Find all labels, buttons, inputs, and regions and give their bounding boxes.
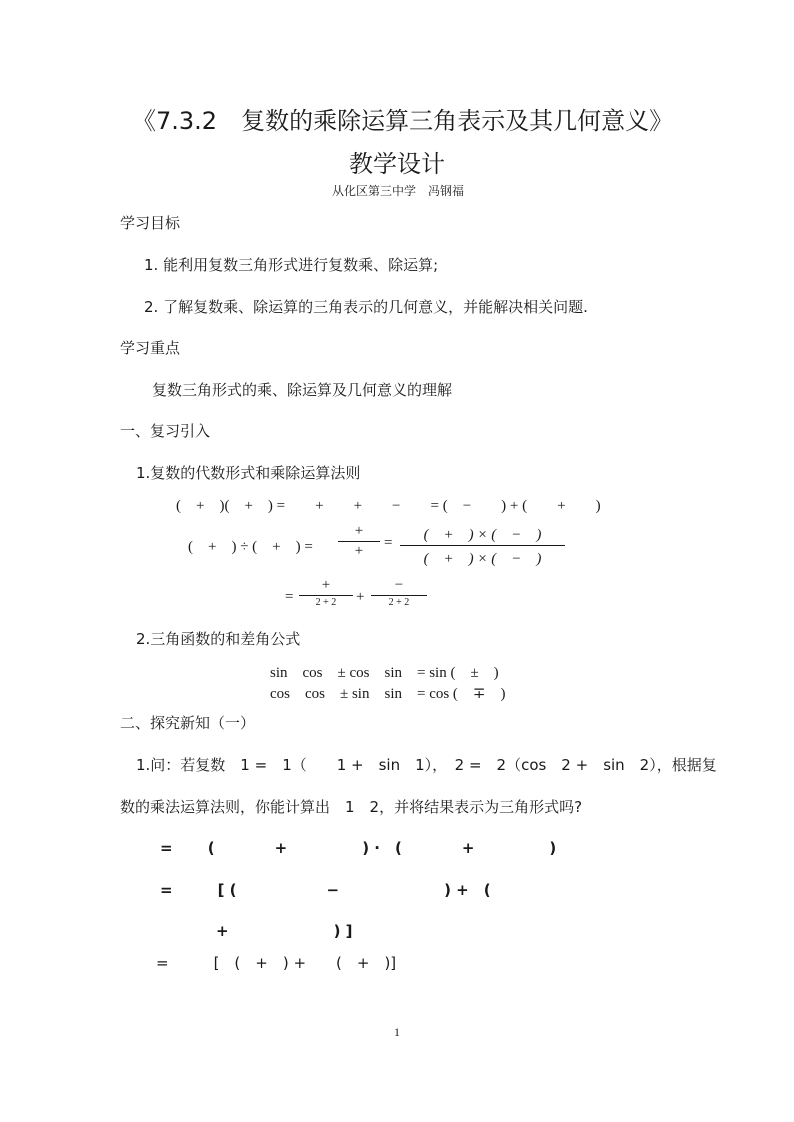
working-line-4: = [ ( + ) + ( + )]	[156, 954, 397, 972]
fraction-bar	[371, 595, 427, 596]
trig-formula-sin: sin cos ± cos sin = sin ( ± )	[270, 665, 499, 681]
section-heading-explore: 二、探究新知（一）	[120, 714, 256, 732]
fraction-denominator: 2 + 2	[388, 597, 410, 608]
page-number: 1	[394, 1025, 400, 1039]
fraction-numerator: +	[321, 577, 331, 593]
subheading-algebraic-rules: 1.复数的代数形式和乘除运算法则	[136, 464, 361, 482]
fraction-division-1	[338, 523, 380, 560]
fraction-real-part	[299, 577, 353, 608]
document-title: 《7.3.2 复数的乘除运算三角表示及其几何意义》	[132, 107, 674, 135]
plus-sign: +	[356, 589, 365, 605]
fraction-denominator: +	[354, 543, 364, 559]
goal-item-1: 1. 能利用复数三角形式进行复数乘、除运算;	[144, 256, 439, 274]
section-heading-focus: 学习重点	[120, 339, 181, 357]
document-subtitle: 教学设计	[349, 150, 445, 178]
working-line-1: = ( + ) · ( + )	[160, 839, 557, 857]
section-heading-review: 一、复习引入	[120, 422, 211, 440]
fraction-denominator: ( + ) × ( − )	[423, 551, 542, 567]
fraction-bar	[299, 595, 353, 596]
section-heading-goals: 学习目标	[120, 214, 181, 232]
focus-text: 复数三角形式的乘、除运算及几何意义的理解	[152, 381, 453, 399]
fraction-imaginary-part	[371, 577, 427, 608]
equation-multiplication: ( + )( + ) = + + − = ( − ) + ( + )	[176, 498, 601, 514]
fraction-bar	[400, 545, 565, 546]
fraction-division-2	[400, 523, 565, 568]
equals-sign: =	[384, 535, 393, 551]
equals-sign: =	[285, 589, 294, 605]
question-line-2: 数的乘法运算法则，你能计算出 1 2，并将结果表示为三角形式吗?	[120, 798, 583, 816]
fraction-denominator: 2 + 2	[315, 597, 337, 608]
subheading-trig-formulas: 2.三角函数的和差角公式	[136, 630, 301, 648]
working-line-3: + ) ]	[216, 922, 353, 940]
author-line: 从化区第三中学 冯钢福	[332, 184, 465, 198]
question-line-1: 1.问：若复数 1 = 1（ 1 + sin 1）， 2 = 2（cos 2 + sin 2），根据复	[136, 756, 717, 774]
fraction-numerator: ( + ) × ( − )	[423, 527, 542, 543]
goal-item-2: 2. 了解复数乘、除运算的三角表示的几何意义，并能解决相关问题.	[144, 298, 588, 316]
working-line-2: = [ ( − ) + (	[160, 881, 491, 899]
trig-formula-cos: cos cos ± sin sin = cos ( ∓ )	[270, 686, 506, 702]
fraction-bar	[338, 541, 380, 542]
equation-division-lhs: ( + ) ÷ ( + ) =	[188, 539, 313, 555]
fraction-numerator: −	[394, 577, 404, 593]
fraction-numerator: +	[354, 523, 364, 539]
